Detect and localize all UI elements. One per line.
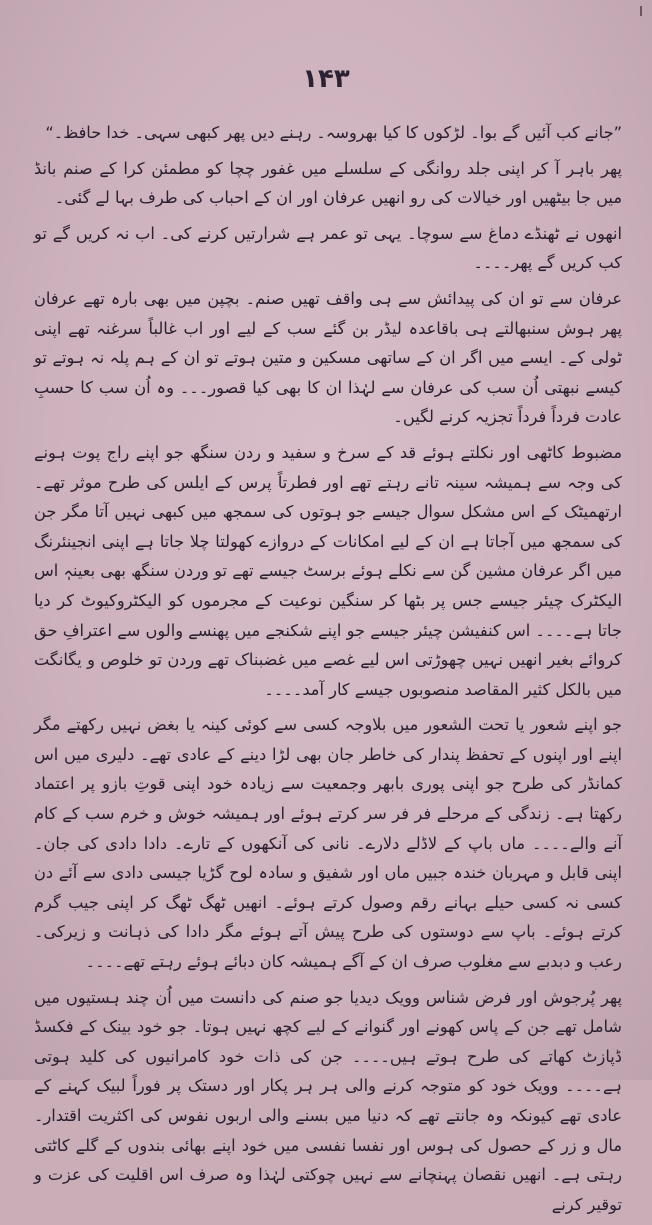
paragraph-vivek: پھر پُرجوش اور فرض شناس وویک دیدیا جو صنم کی دانست میں اُن چند ہستیوں میں شامل تھے جن کے پاس کھونے اور گنوانے کے لیے کچھ نہیں ہوتا۔ جو خود بینک کے فکسڈ ڈپازٹ کھاتے کی طرح ہوتے ہیں۔۔۔۔ جن کی ذات خود کامرانیوں کی کلید ہوتی ہے۔۔۔۔ وویک خود کو متوجہ کرنے والی ہر ہر پکار اور دستک پر فوراً لبیک کہنے کے عادی تھے کیونکہ وہ جانتے تھے کہ دنیا میں بسنے والی اربوں نفوس کی اکثریت اقتدار۔ مال و زر کے حصول کی ہوس اور نفسا نفسی میں خود اپنے بھائی بندوں کے گلے کاٹتی رہتی ہے۔ انھیں نقصان پہنچانے سے نہیں چوکتی لہٰذا وہ صرف اس اقلیت کی عزت و توقیر کرنے: [34, 987, 622, 1214]
page-number: ۱۴۳: [302, 64, 350, 94]
paragraph-irfan: عرفان سے تو ان کی پیدائش سے ہی واقف تھیں صنم۔ بچپن میں بھی بارہ تھے عرفان پھر ہوش سنبھالتے ہی باقاعدہ لیڈر بن گئے سب کے لیے اور اب غالباً سرغنہ تھے اپنی ٹولی کے۔ ایسے میں اگر ان کے ساتھی مسکین و متین ہوتے تو ان کے ہم پلہ نہ ہوتے تو کیسے نبھتی اُن سب کی عرفان سے لہٰذا ان کا بھی کیا قصور۔۔۔ وہ اُن سب کا حسبِ عادت فرداً فرداً تجزیہ کرنے لگیں۔: [34, 288, 622, 427]
paragraph-dialogue: ”جانے کب آئیں گے بوا۔ لڑکوں کا کیا بھروسہ۔ رہنے دیں پھر کبھی سہی۔ خدا حافظ۔“: [45, 123, 622, 142]
urdu-text-body: [34, 118, 622, 1225]
paragraph-vardan-singh: مضبوط کاٹھی اور نکلتے ہوئے قد کے سرخ و سفید و ردن سنگھ جو اپنے راج پوت ہونے کی وجہ سے ہمیشہ سینہ تانے رہتے تھے اور فطرتاً پرس کے ایلس کی طرح موثر تھے۔ ارتھمیٹک کے اس مشکل سوال جیسے جو ہوتوں کی سمجھ میں کبھی نہیں آتا مگر جن کی سمجھ میں آجاتا ہے ان کے لیے امکانات کے دروازے کھولتا چلا جاتا ہے اپنی انجینئرنگ میں اگر عرفان مشین گن سے نکلے ہوئے برسٹ جیسے تھے تو وردن سنگھ بھی بعینہٖ اس الیکٹرک چیئر جیسے جس پر بٹھا کر سنگین نوعیت کے مجرموں کو الیکٹروکیوٹ کر دیا جاتا ہے۔۔۔۔ اس کنفیشن چیئر جیسے جو اپنے شکنجے میں پھنسے والوں سے اعترافِ حق کروائے بغیر انھیں نہیں چھوڑتی اس لیے غصے میں غضبناک تھے وردن تو خلوص و یگانگت میں بالکل کثیر المقاصد منصوبوں جیسے کار آمد۔۔۔۔: [34, 442, 622, 699]
paragraph-reflection: انھوں نے ٹھنڈے دماغ سے سوچا۔ یہی تو عمر ہے شرارتیں کرنے کی۔ اب نہ کریں گے تو کب کریں گے پھر۔۔۔۔: [34, 223, 622, 273]
page-edge-mark: [640, 6, 642, 16]
paragraph-character-traits: جو اپنے شعور یا تحت الشعور میں بلاوجہ کسی سے کوئی کینہ یا بغض نہیں رکھتے مگر اپنے اور اپنوں کے تحفظ پندار کی خاطر جان بھی لڑا دینے کے عادی تھے۔ دلیری میں اس کمانڈر کی طرح جو اپنی پوری بابھر وجمعیت سے زیادہ خود اپنی قوتِ بازو پر اعتماد رکھتا ہے۔ زندگی کے مرحلے فر فر سر کرتے ہوئے اور ہمیشہ خوش و خرم سب کے کام آنے والے۔۔۔۔ ماں باپ کے لاڈلے دلارے۔ نانی کی آنکھوں کے تارے۔ دادا دادی کی جان۔ اپنی قابل و مہربان خندہ جبیں ماں اور شفیق و سادہ لوح گڑیا جیسی دادی سے آئے دن کسی نہ کسی حیلے بہانے رقم وصول کرتے ہوئے۔ انھیں ٹھگ ٹھگ کر اپنی جیب گرم کرتے ہوئے۔ باپ سے دوستوں کی طرح پیش آتے ہوئے مگر دادا کی ذہانت و زیرکی۔ رعب و دبدبے سے مغلوب صرف ان کے آگے ہمیشہ کان دبائے ہوئے رہتے تھے۔۔۔۔: [34, 715, 622, 972]
paragraph-departure: پھر باہر آ کر اپنی جلد روانگی کے سلسلے میں غفور چچا کو مطمئن کرا کے صنم بانڈ میں جا بیٹھیں اور خیالات کی رو انھیں عرفان اور ان کے احباب کی طرف بہا لے گئی۔: [34, 158, 622, 208]
